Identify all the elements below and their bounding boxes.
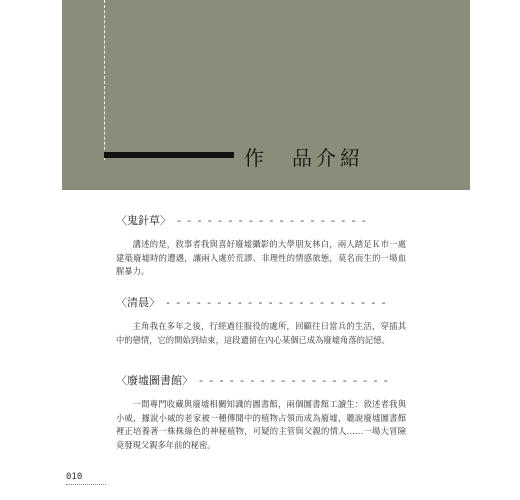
section-title: 〈鬼針草〉 bbox=[116, 214, 171, 227]
section-morning bbox=[116, 294, 406, 347]
page-title: 作 品介紹 bbox=[244, 146, 364, 170]
vertical-dashed-line bbox=[104, 0, 105, 160]
section-body: 主角我在多年之後，行經過往服役的處所，回顧往日當兵的生活，穿插其中的戀情，它的開始到結束，這段遺留在內心某個已成為廢墟角落的記憶。 bbox=[116, 321, 406, 345]
section-heading bbox=[116, 212, 406, 228]
dashed-rule: - - - - - - - - - - - - - - - - - - - bbox=[177, 213, 368, 227]
dashed-rule: - - - - - - - - - - - - - - - - - - - bbox=[199, 373, 390, 387]
section-body: 講述的是，敘事者我與喜好廢墟攝影的大學朋友林白，兩人踏足Ｋ市一處建築廢墟時的遭遇，讓兩人處於荒謬、非理性的情感旅態，莫名而生的一場血腥暴力。 bbox=[116, 239, 406, 276]
section-heading bbox=[116, 294, 406, 310]
section-title: 〈清晨〉 bbox=[116, 296, 160, 309]
dashed-rule: - - - - - - - - - - - - - - - - - - - - - - bbox=[166, 295, 387, 309]
section-title: 〈廢墟圖書館〉 bbox=[116, 374, 193, 387]
section-ghost-needle-grass bbox=[116, 212, 406, 279]
section-body: 一間專門收藏與廢墟相關知識的圖書館，兩個圖書館工讀生：敘述者我與小威，據說小威的老家被一種傳聞中的植物占領而成為廢墟，聽說廢墟圖書館裡正培養著一株株綠色的神秘植物，可疑的主管與父親的情人……一場大冒險竟發現父親多年前的秘密。 bbox=[116, 399, 406, 450]
section-ruin-library bbox=[116, 372, 406, 452]
page-number: 010 bbox=[66, 472, 83, 482]
page-number-rule bbox=[66, 484, 106, 485]
section-heading bbox=[116, 372, 406, 388]
title-bar bbox=[104, 152, 234, 158]
